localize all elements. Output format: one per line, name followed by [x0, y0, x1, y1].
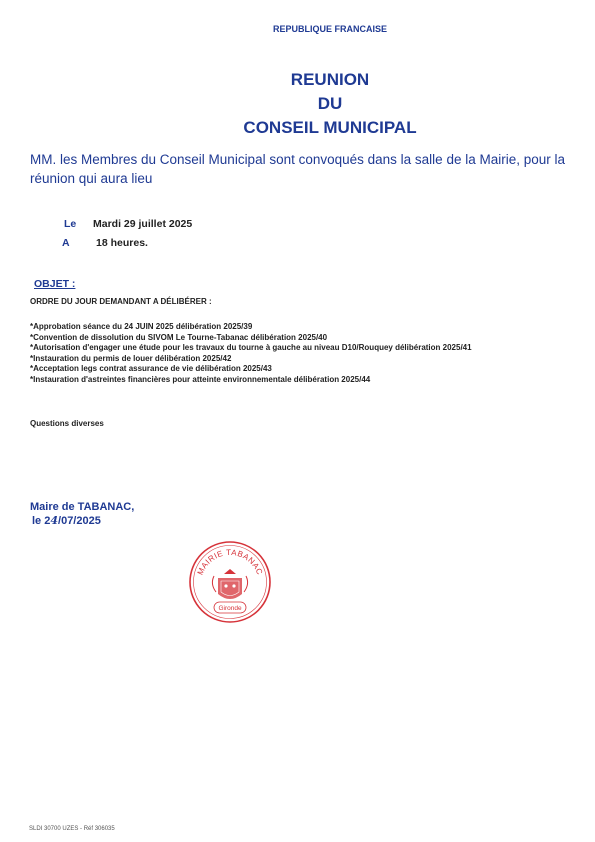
meeting-time: 18 heures. — [96, 237, 148, 249]
date-prefix: le 2 — [32, 515, 51, 527]
signature-date — [32, 514, 101, 527]
title-line-3: CONSEIL MUNICIPAL — [243, 118, 417, 137]
agenda-list — [30, 322, 575, 385]
footer-reference: SLDI 30700 UZES - Réf 306035 — [29, 826, 115, 832]
intro-paragraph: MM. les Membres du Conseil Municipal sont convoqués dans la salle de la Mairie, pour la réunion qui aura lieu — [30, 152, 566, 186]
republique-header: REPUBLIQUE FRANCAISE — [272, 24, 387, 34]
title-line-1: REUNION — [290, 70, 370, 89]
agenda-item: *Autorisation d'engager une étude pour les travaux du tourne à gauche au niveau D10/Rouquey délibération 2025/41 — [30, 343, 472, 352]
le-label: Le — [64, 218, 77, 230]
date-suffix: /07/2025 — [58, 515, 101, 527]
mairie-stamp — [188, 540, 272, 624]
maire-signature: Maire de TABANAC, — [30, 501, 135, 513]
agenda-item: *Instauration d'astreintes financières pour atteinte environnementale délibération 2025/44 — [30, 374, 371, 384]
coat-of-arms-icon — [212, 569, 247, 599]
agenda-item: *Approbation séance du 24 JUIN 2025 délibération 2025/39 — [30, 322, 253, 331]
title-line-2: DU — [317, 94, 343, 113]
stamp-top-text: MAIRIE TABANAC — [195, 547, 265, 577]
questions-diverses: Questions diverses — [30, 419, 104, 428]
date-handwritten-digit: 4 — [50, 514, 59, 527]
agenda-item: *Acceptation legs contrat assurance de vie délibération 2025/43 — [30, 364, 272, 373]
agenda-item: *Convention de dissolution du SIVOM Le Tourne-Tabanac délibération 2025/40 — [30, 332, 328, 342]
ordre-du-jour-heading: ORDRE DU JOUR DEMANDANT A DÉLIBÉRER : — [30, 297, 212, 306]
a-label: A — [62, 237, 70, 249]
meeting-date: Mardi 29 juillet 2025 — [93, 218, 193, 230]
objet-heading: OBJET : — [34, 278, 76, 290]
agenda-item: *Instauration du permis de louer délibération 2025/42 — [30, 353, 232, 363]
stamp-bottom-text: Gironde — [218, 605, 242, 612]
